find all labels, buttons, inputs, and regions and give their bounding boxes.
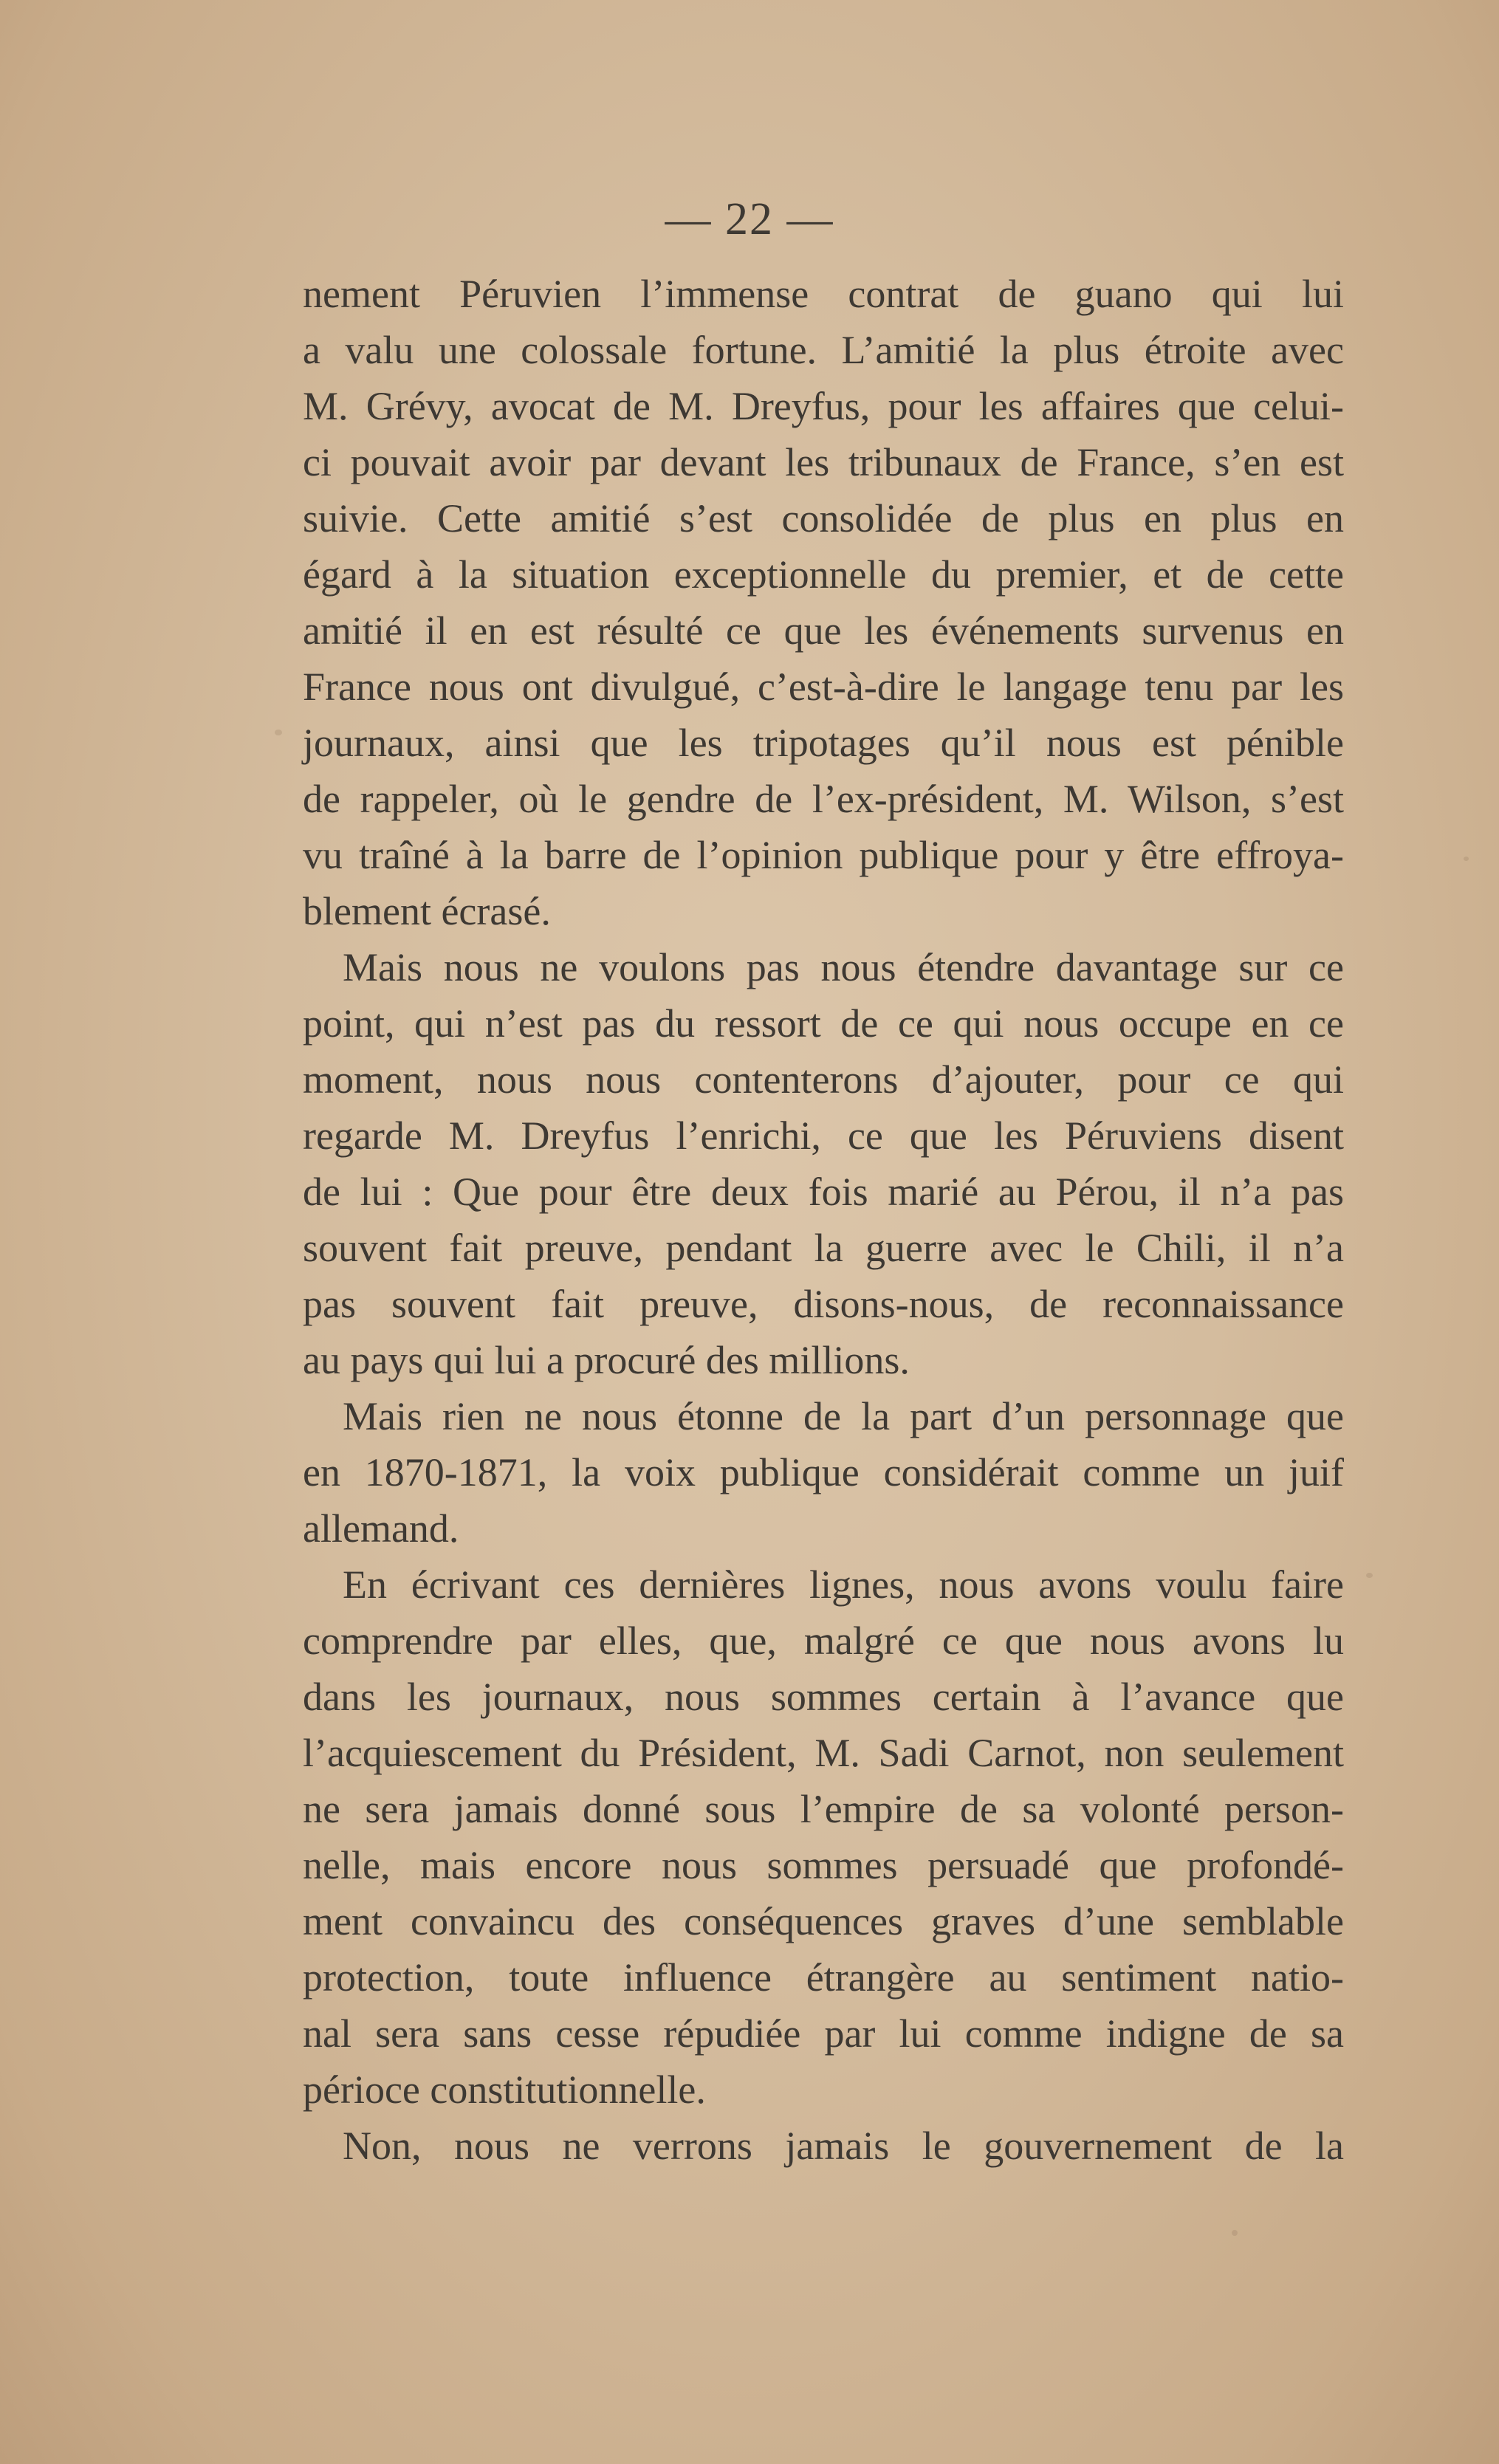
- text-line: journaux, ainsi que les tripotages qu’il nous est pénible: [303, 721, 1344, 765]
- text-line: point, qui n’est pas du ressort de ce qui nous occupe en ce: [303, 1001, 1344, 1046]
- text-line: France nous ont divulgué, c’est-à-dire le langage tenu par les: [303, 665, 1344, 709]
- paper-speck: [1464, 857, 1469, 861]
- text-line: blement écrasé.: [303, 889, 551, 933]
- text-line: nement Péruvien l’immense contrat de guano qui lui: [303, 272, 1344, 316]
- text-line: Mais nous ne voulons pas nous étendre davantage sur ce: [343, 945, 1344, 989]
- text-line: l’acquiescement du Président, M. Sadi Carnot, non seulement: [303, 1731, 1344, 1775]
- text-line: dans les journaux, nous sommes certain à l’avance que: [303, 1675, 1344, 1719]
- text-line: comprendre par elles, que, malgré ce que nous avons lu: [303, 1619, 1344, 1663]
- text-line: de rappeler, où le gendre de l’ex-président, M. Wilson, s’est: [303, 777, 1344, 821]
- text-line: de lui : Que pour être deux fois marié au Pérou, il n’a pas: [303, 1170, 1344, 1214]
- text-line: en 1870-1871, la voix publique considérait comme un juif: [303, 1450, 1344, 1494]
- text-line: moment, nous nous contenterons d’ajouter, pour ce qui: [303, 1057, 1344, 1102]
- text-line: amitié il en est résulté ce que les événements survenus en: [303, 608, 1344, 653]
- text-line: Mais rien ne nous étonne de la part d’un personnage que: [343, 1394, 1344, 1438]
- text-line: M. Grévy, avocat de M. Dreyfus, pour les affaires que celui-: [303, 384, 1344, 428]
- text-line: souvent fait preuve, pendant la guerre avec le Chili, il n’a: [303, 1226, 1344, 1270]
- text-line: protection, toute influence étrangère au sentiment natio-: [303, 1955, 1344, 2000]
- text-line: suivie. Cette amitié s’est consolidée de plus en plus en: [303, 496, 1344, 540]
- body-text: [303, 266, 1344, 2174]
- text-line: nal sera sans cesse répudiée par lui comme indigne de sa: [303, 2011, 1344, 2056]
- text-line: pas souvent fait preuve, disons-nous, de reconnaissance: [303, 1282, 1344, 1326]
- text-line: périoce constitutionnelle.: [303, 2067, 706, 2112]
- text-line: regarde M. Dreyfus l’enrichi, ce que les Péruviens disent: [303, 1113, 1344, 1158]
- text-line: vu traîné à la barre de l’opinion publique pour y être effroya-: [303, 833, 1344, 877]
- text-line: a valu une colossale fortune. L’amitié la plus étroite avec: [303, 328, 1344, 372]
- text-line: égard à la situation exceptionnelle du premier, et de cette: [303, 552, 1344, 597]
- page-number: — 22 —: [665, 194, 834, 244]
- paper-speck: [1232, 2230, 1238, 2236]
- text-line: En écrivant ces dernières lignes, nous avons voulu faire: [343, 1562, 1344, 1607]
- text-line: nelle, mais encore nous sommes persuadé que profondé-: [303, 1843, 1344, 1887]
- paper-speck: [1366, 1573, 1373, 1578]
- paper-speck: [275, 730, 282, 735]
- text-line: Non, nous ne verrons jamais le gouvernement de la: [343, 2124, 1344, 2168]
- text-line: ci pouvait avoir par devant les tribunaux de France, s’en est: [303, 440, 1344, 484]
- text-line: allemand.: [303, 1506, 459, 1551]
- text-line: au pays qui lui a procuré des millions.: [303, 1338, 910, 1382]
- text-line: ment convaincu des conséquences graves d’une semblable: [303, 1899, 1344, 1943]
- text-line: ne sera jamais donné sous l’empire de sa volonté person-: [303, 1787, 1344, 1831]
